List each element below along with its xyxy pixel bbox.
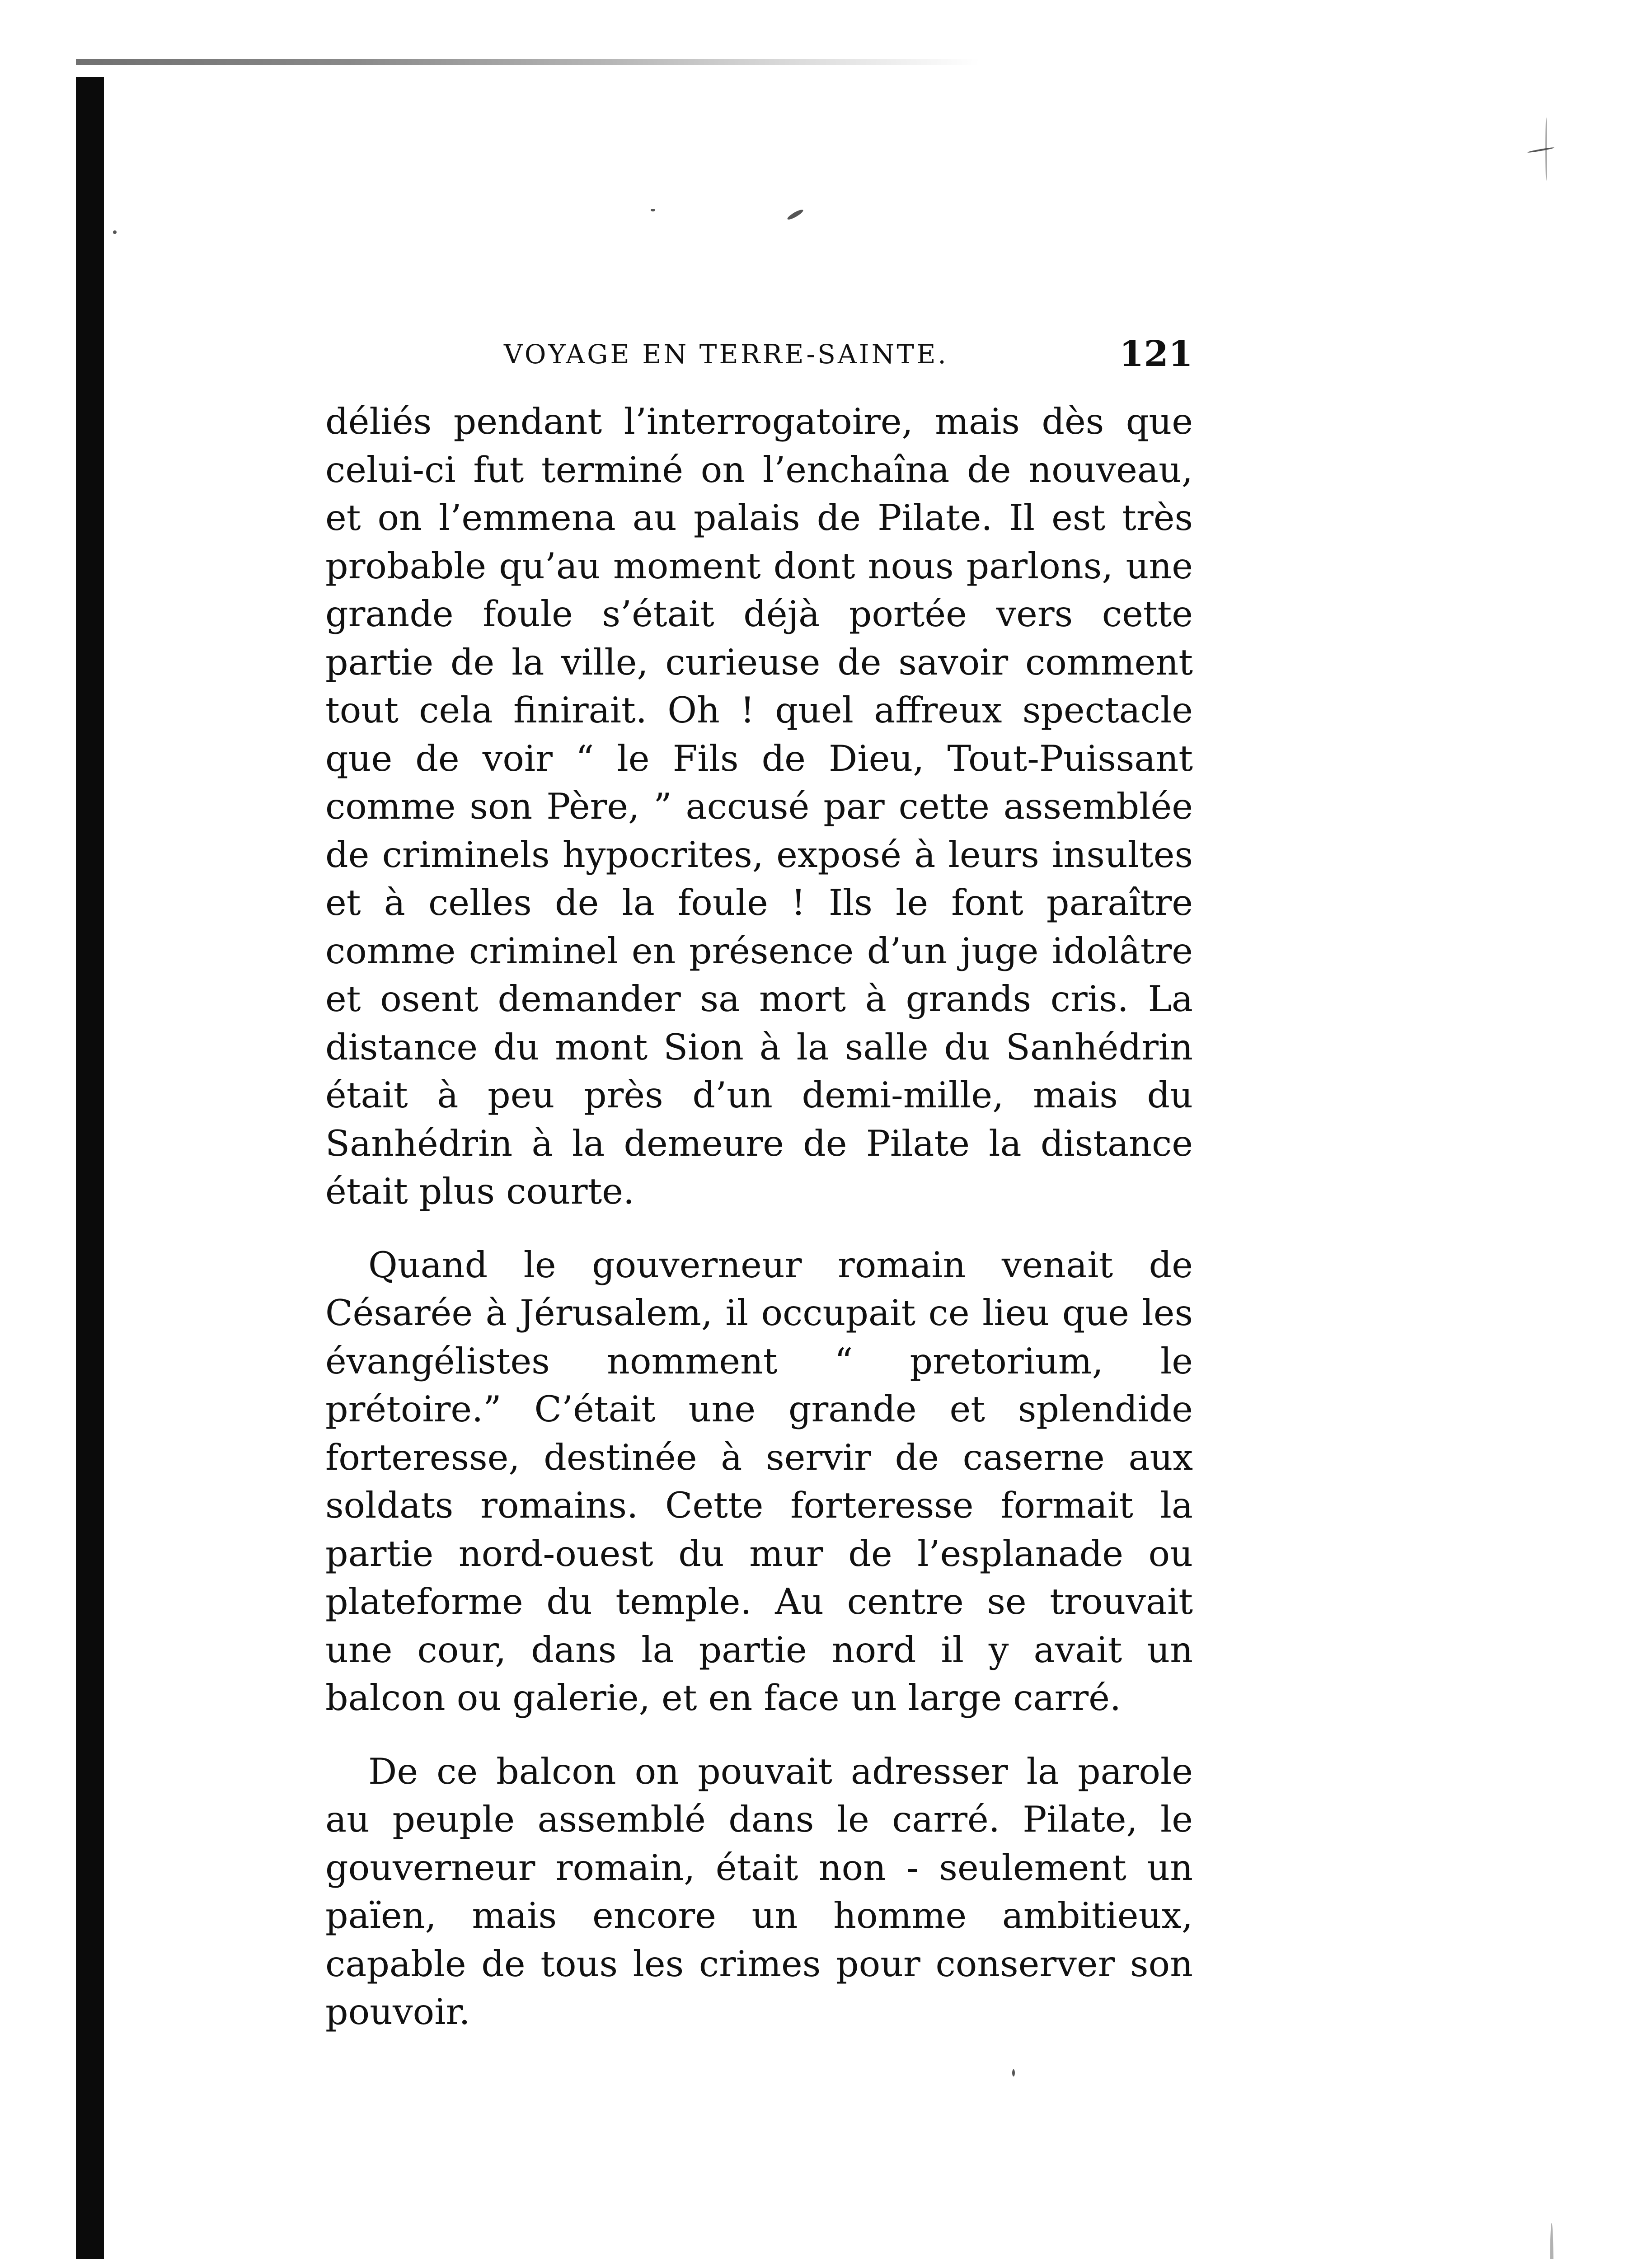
body-text <box>325 398 1193 2036</box>
scan-speck <box>651 209 655 211</box>
paragraph: déliés pendant l’interrogatoire, mais dès que celui-ci fut terminé on l’enchaîna de nouveau, et on l’emmena au palais de Pilate. Il est très probable qu’au moment dont nous parlons, une grande foule s’était déjà portée vers cette partie de la ville, curieuse de savoir comment tout cela finirait. Oh ! quel affreux spectacle que de voir “ le Fils de Dieu, Tout-Puissant comme son Père, ” accusé par cette assemblée de criminels hypocrites, exposé à leurs insultes et à celles de la foule ! Ils le font paraître comme criminel en présence d’un juge idolâtre et osent demander sa mort à grands cris. La distance du mont Sion à la salle du Sanhédrin était à peu près d’un demi-mille, mais du Sanhédrin à la demeure de Pilate la distance était plus courte. <box>325 401 1193 1212</box>
running-head <box>325 325 1193 375</box>
page-number: 121 <box>1119 333 1193 375</box>
scan-speck <box>1012 2069 1015 2076</box>
scan-speck <box>1550 2223 1553 2259</box>
scan-artifact-top <box>76 59 980 65</box>
scan-speck <box>1527 147 1554 153</box>
binding-edge-shadow <box>76 77 104 2259</box>
scan-speck <box>1545 117 1547 181</box>
running-title: VOYAGE EN TERRE-SAINTE. <box>504 339 948 370</box>
paragraph: De ce balcon on pouvait adresser la parole au peuple assemblé dans le carré. Pilate, le gouverneur romain, était non - seulement un païen, mais encore un homme ambitieux, capable de tous les crimes pour conserver son pouvoir. <box>325 1750 1193 2033</box>
paragraph: Quand le gouverneur romain venait de Césarée à Jérusalem, il occupait ce lieu que les évangélistes nomment “ pretorium, le prétoire.” C’était une grande et splendide forteresse, destinée à servir de caserne aux soldats romains. Cette forteresse formait la partie nord-ouest du mur de l’esplanade ou plateforme du temple. Au centre se trouvait une cour, dans la partie nord il y avait un balcon ou galerie, et en face un large carré. <box>325 1244 1193 1719</box>
scan-speck <box>113 230 117 234</box>
scan-speck <box>786 208 804 221</box>
